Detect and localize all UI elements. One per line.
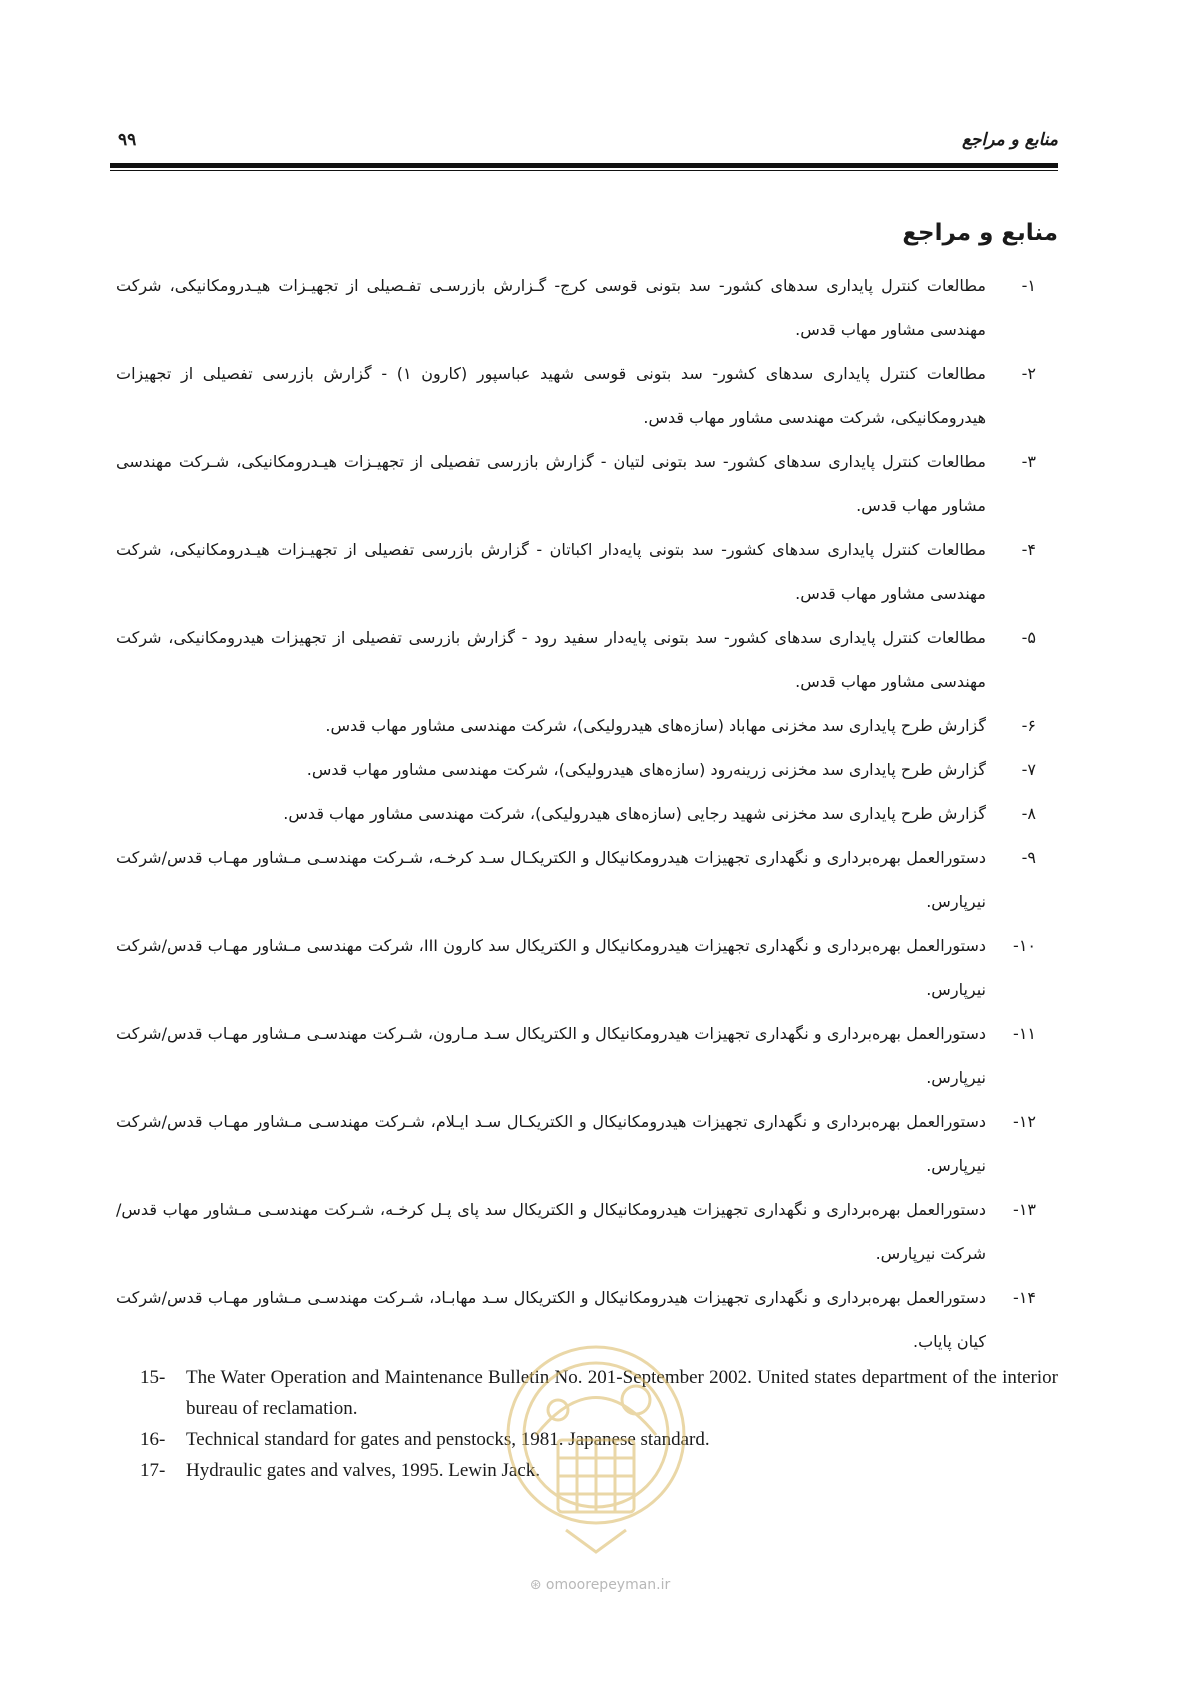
reference-number: ۱۱-: [1013, 1024, 1036, 1043]
reference-text: Hydraulic gates and valves, 1995. Lewin Jack.: [186, 1460, 541, 1481]
reference-text: مطالعات کنترل پایداری سدهای کشور- سد بتونی پایه‌دار اکباتان - گزارش بازرسی تفصیلی از تجهیـزات هیـدرومکانیکی، شرکت مهندسی مشاور مهاب قدس.: [116, 540, 986, 603]
section-title: منابع و مراجع: [902, 220, 1058, 246]
reference-text: Technical standard for gates and penstocks, 1981. Japanese standard.: [186, 1429, 710, 1450]
reference-item: [116, 792, 1036, 836]
emblem-watermark-icon: [496, 1330, 696, 1560]
header-rule-thin: [110, 170, 1058, 171]
reference-text: مطالعات کنترل پایداری سدهای کشور- سد بتونی لتیان - گزارش بازرسی تفصیلی از تجهیـزات هیـدرومکانیکی، شـرکت مهندسی مشاور مهاب قدس.: [116, 452, 986, 515]
watermark-url-text: omoorepeyman.ir: [545, 1577, 671, 1593]
reference-text: دستورالعمل بهره‌برداری و نگهداری تجهیزات هیدرومکانیکال و الکتریکال سـد مـارون، شـرکت مهندسـی مـشاور مهـاب قدس/شرکت نیرپارس.: [116, 1024, 986, 1087]
reference-text: دستورالعمل بهره‌برداری و نگهداری تجهیزات هیدرومکانیکال و الکتریکـال سـد ایـلام، شـرکت مهندسـی مـشاور مهـاب قدس/شرکت نیرپارس.: [116, 1112, 986, 1175]
reference-item: [116, 616, 1036, 704]
reference-item: [116, 264, 1036, 352]
reference-text: The Water Operation and Maintenance Bulletin No. 201-September 2002. United states department of the interior bureau of reclamation.: [186, 1367, 1058, 1419]
running-header: [110, 130, 1058, 158]
running-title: منابع و مراجع: [961, 130, 1058, 150]
reference-item: [116, 924, 1036, 1012]
reference-text: گزارش طرح پایداری سد مخزنی شهید رجایی (سازه‌های هیدرولیکی)، شرکت مهندسی مشاور مهاب قدس.: [283, 804, 986, 823]
reference-number: ۱۳-: [1013, 1200, 1036, 1219]
reference-item: [116, 1012, 1036, 1100]
reference-text: مطالعات کنترل پایداری سدهای کشور- سد بتونی پایه‌دار سفید رود - گزارش بازرسی تفصیلی از تجهیزات هیدرومکانیکی، شرکت مهندسی مشاور مهاب قدس.: [116, 628, 986, 691]
page-number: ۹۹: [118, 130, 137, 150]
reference-text: دستورالعمل بهره‌برداری و نگهداری تجهیزات هیدرومکانیکال و الکتریکال سـد مهابـاد، شـرکت مهندسـی مـشاور مهـاب قدس/شرکت کیان پایاب.: [116, 1288, 986, 1351]
reference-text: دستورالعمل بهره‌برداری و نگهداری تجهیزات هیدرومکانیکال و الکتریکال سد کارون III، شرکت مهندسی مـشاور مهـاب قدس/شرکت نیرپارس.: [116, 936, 987, 999]
reference-item: [116, 704, 1036, 748]
reference-number: ۳-: [1021, 452, 1036, 471]
reference-number: ۱۰-: [1013, 936, 1036, 955]
reference-number: ۷-: [1021, 760, 1036, 779]
reference-number: 15-: [140, 1367, 166, 1388]
reference-item: [116, 836, 1036, 924]
reference-number: ۲-: [1021, 364, 1036, 383]
reference-item: [116, 440, 1036, 528]
reference-text: گزارش طرح پایداری سد مخزنی مهاباد (سازه‌های هیدرولیکی)، شرکت مهندسی مشاور مهاب قدس.: [325, 716, 986, 735]
reference-text: مطالعات کنترل پایداری سدهای کشور- سد بتونی قوسی کرج- گـزارش بازرسـی تفـصیلی از تجهیـزات هیـدرومکانیکی، شرکت مهندسی مشاور مهاب قدس.: [116, 276, 986, 339]
reference-text: مطالعات کنترل پایداری سدهای کشور- سد بتونی قوسی شهید عباسپور (کارون ۱) - گزارش بازرسی تفصیلی از تجهیزات هیدرومکانیکی، شرکت مهندسی مشاور مهاب قدس.: [116, 364, 987, 427]
reference-number: ۱-: [1021, 276, 1036, 295]
reference-number: 17-: [140, 1460, 166, 1481]
reference-number: ۴-: [1021, 540, 1036, 559]
reference-number: ۱۲-: [1013, 1112, 1036, 1131]
reference-number: ۵-: [1021, 628, 1036, 647]
reference-item: [116, 748, 1036, 792]
reference-number: ۶-: [1021, 716, 1036, 735]
reference-item: [116, 528, 1036, 616]
reference-number: ۸-: [1021, 804, 1036, 823]
watermark-url: ⊛ omoorepeyman.ir: [529, 1577, 671, 1593]
persian-reference-list: [116, 264, 1036, 1364]
reference-item: [116, 352, 1036, 440]
reference-item: [116, 1188, 1036, 1276]
reference-text: گزارش طرح پایداری سد مخزنی زرینه‌رود (سازه‌های هیدرولیکی)، شرکت مهندسی مشاور مهاب قدس.: [306, 760, 986, 779]
header-rule: [110, 163, 1058, 168]
reference-number: ۹-: [1021, 848, 1036, 867]
reference-number: 16-: [140, 1429, 166, 1450]
reference-text: دستورالعمل بهره‌برداری و نگهداری تجهیزات هیدرومکانیکال و الکتریکال سد پای پـل کرخـه، شـرکت مهندسـی مـشاور مهاب قدس/شرکت نیرپارس.: [116, 1200, 986, 1263]
reference-item: [116, 1100, 1036, 1188]
reference-number: ۱۴-: [1013, 1288, 1036, 1307]
reference-text: دستورالعمل بهره‌برداری و نگهداری تجهیزات هیدرومکانیکال و الکتریکـال سـد کرخـه، شـرکت مهندسـی مـشاور مهـاب قدس/شرکت نیرپارس.: [116, 848, 986, 911]
